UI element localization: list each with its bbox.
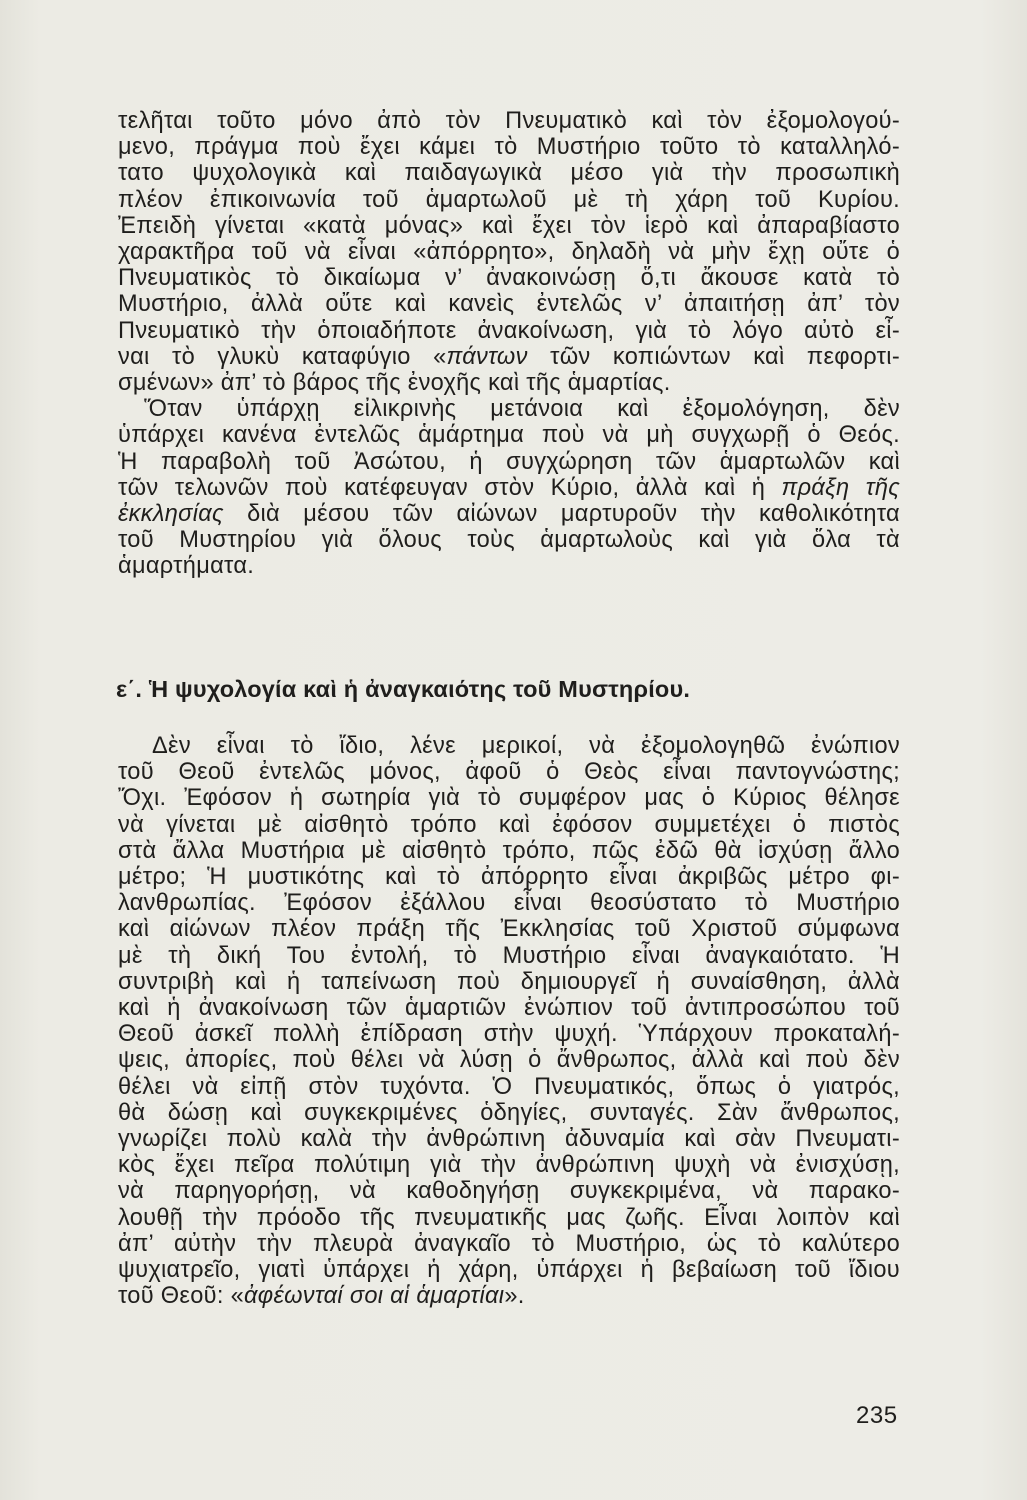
text-line: τοῦ Θεοῦ ἐντελῶς μόνος, ἀφοῦ ὁ Θεὸς εἶναι παντογνώστης; bbox=[118, 759, 900, 786]
text-line: ἁμαρτήματα. bbox=[118, 553, 255, 580]
text-line: ψυχιατρεῖο, γιατὶ ὑπάρχει ἡ χάρη, ὑπάρχει ἡ βεβαίωση τοῦ ἴδιου bbox=[118, 1257, 900, 1284]
text-line: θὰ δώσῃ καὶ συγκεκριμένες ὁδηγίες, συνταγές. Σὰν ἄνθρωπος, bbox=[118, 1099, 900, 1126]
text-line: καὶ ἡ ἀνακοίνωση τῶν ἁμαρτιῶν ἐνώπιον τοῦ ἀντιπροσώπου τοῦ bbox=[118, 995, 900, 1022]
text-line: τῶν τελωνῶν ποὺ κατέφευγαν στὸν Κύριο, ἀλλὰ καὶ ἡ πράξη τῆς bbox=[118, 474, 900, 501]
text-line: τοῦ Θεοῦ: «ἀφέωνταί σοι αἱ ἁμαρτίαι». bbox=[118, 1283, 525, 1310]
text-line: τοῦ Μυστηρίου γιὰ ὅλους τοὺς ἁμαρτωλοὺς καὶ γιὰ ὅλα τὰ bbox=[118, 527, 900, 554]
paragraph-block-2 bbox=[118, 733, 900, 1309]
page-number: 235 bbox=[856, 1402, 898, 1429]
text-line: Ἡ παραβολὴ τοῦ Ἀσώτου, ἡ συγχώρηση τῶν ἁμαρτωλῶν καὶ bbox=[118, 448, 900, 475]
text-line: κὸς ἔχει πεῖρα πολύτιμη γιὰ τὴν ἀνθρώπινη ψυχὴ νὰ ἐνισχύσῃ, bbox=[118, 1152, 900, 1179]
text-line: ἐκκλησίας διὰ μέσου τῶν αἰώνων μαρτυροῦν τὴν καθολικότητα bbox=[118, 501, 900, 528]
text-line: στὰ ἄλλα Μυστήρια μὲ αἰσθητὸ τρόπο, πῶς ἐδῶ θὰ ἰσχύσῃ ἄλλο bbox=[118, 837, 900, 864]
text-line: συντριβὴ καὶ ἡ ταπείνωση ποὺ δημιουργεῖ ἡ συναίσθηση, ἀλλὰ bbox=[118, 968, 900, 995]
text-line: ψεις, ἀπορίες, ποὺ θέλει νὰ λύσῃ ὁ ἄνθρωπος, ἀλλὰ καὶ ποὺ δὲν bbox=[118, 1047, 900, 1074]
text-line: Ὄχι. Ἐφόσον ἡ σωτηρία γιὰ τὸ συμφέρον μας ὁ Κύριος θέλησε bbox=[118, 785, 900, 812]
text-line: τατο ψυχολογικὰ καὶ παιδαγωγικὰ μέσο γιὰ τὴν προσωπικὴ bbox=[118, 160, 900, 187]
text-line: θέλει νὰ εἰπῇ στὸν τυχόντα. Ὁ Πνευματικός, ὅπως ὁ γιατρός, bbox=[118, 1073, 900, 1100]
text-line: μενο, πράγμα ποὺ ἔχει κάμει τὸ Μυστήριο τοῦτο τὸ καταλληλό- bbox=[118, 134, 900, 161]
text-line: μέτρο; Ἡ μυστικότης καὶ τὸ ἀπόρρητο εἶναι ἀκριβῶς μέτρο φι- bbox=[118, 864, 900, 891]
text-line: ἀπ’ αὐτὴν τὴν πλευρὰ ἀναγκαῖο τὸ Μυστήριο, ὡς τὸ καλύτερο bbox=[118, 1230, 900, 1257]
text-line: τελῆται τοῦτο μόνο ἀπὸ τὸν Πνευματικὸ καὶ τὸν ἐξομολογού- bbox=[118, 108, 900, 134]
text-line: ὑπάρχει κανένα ἐντελῶς ἁμάρτημα ποὺ νὰ μὴ συγχωρῇ ὁ Θεός. bbox=[118, 422, 900, 449]
text-line: λουθῇ τὴν πρόοδο τῆς πνευματικῆς μας ζωῆς. Εἶναι λοιπὸν καὶ bbox=[118, 1204, 900, 1231]
text-line: γνωρίζει πολὺ καλὰ τὴν ἀνθρώπινη ἀδυναμία καὶ σὰν Πνευματι- bbox=[118, 1126, 900, 1153]
paragraph-block-1 bbox=[118, 108, 900, 580]
text-line: χαρακτῆρα τοῦ νὰ εἶναι «ἀπόρρητο», δηλαδὴ νὰ μὴν ἔχῃ οὔτε ὁ bbox=[118, 239, 900, 266]
text-line: Μυστήριο, ἀλλὰ οὔτε καὶ κανεὶς ἐντελῶς ν’ ἀπαιτήσῃ ἀπ’ τὸν bbox=[118, 291, 900, 318]
text-line: νὰ παρηγορήσῃ, νὰ καθοδηγήσῃ συγκεκριμένα, νὰ παρακο- bbox=[118, 1178, 900, 1205]
text-line: καὶ αἰώνων πλέον πράξη τῆς Ἐκκλησίας τοῦ Χριστοῦ σύμφωνα bbox=[118, 916, 900, 943]
text-line: Πνευματικὸ τὴν ὁποιαδήποτε ἀνακοίνωση, γιὰ τὸ λόγο αὐτὸ εἶ- bbox=[118, 317, 900, 344]
text-line: Ὅταν ὑπάρχῃ εἰλικρινὴς μετάνοια καὶ ἐξομολόγηση, δὲν bbox=[144, 396, 900, 423]
text-line: μὲ τὴ δική Του ἐντολή, τὸ Μυστήριο εἶναι ἀναγκαιότατο. Ἡ bbox=[118, 942, 900, 969]
text-line: σμένων» ἀπ’ τὸ βάρος τῆς ἐνοχῆς καὶ τῆς ἁμαρτίας. bbox=[118, 370, 671, 397]
text-line: Πνευματικὸς τὸ δικαίωμα ν’ ἀνακοινώσῃ ὅ,τι ἄκουσε κατὰ τὸ bbox=[118, 265, 900, 292]
text-line: νὰ γίνεται μὲ αἰσθητὸ τρόπο καὶ ἐφόσον συμμετέχει ὁ πιστὸς bbox=[118, 811, 900, 838]
text-line: Ἐπειδὴ γίνεται «κατὰ μόνας» καὶ ἔχει τὸν ἱερὸ καὶ ἀπαραβίαστο bbox=[118, 212, 900, 239]
text-line: ναι τὸ γλυκὺ καταφύγιο «πάντων τῶν κοπιώντων καὶ πεφορτι- bbox=[118, 343, 900, 370]
section-heading: ε΄. Ἡ ψυχολογία καὶ ἡ ἀναγκαιότης τοῦ Μυστηρίου. bbox=[116, 676, 691, 702]
text-line: Θεοῦ ἀσκεῖ πολλὴ ἐπίδραση στὴν ψυχή. Ὑπάρχουν προκαταλή- bbox=[118, 1021, 900, 1048]
text-line: λανθρωπίας. Ἐφόσον ἐξάλλου εἶναι θεοσύστατο τὸ Μυστήριο bbox=[118, 890, 900, 917]
text-line: Δὲν εἶναι τὸ ἴδιο, λένε μερικοί, νὰ ἐξομολογηθῶ ἐνώπιον bbox=[152, 733, 900, 759]
text-line: πλέον ἐπικοινωνία τοῦ ἁμαρτωλοῦ μὲ τὴ χάρη τοῦ Κυρίου. bbox=[118, 186, 900, 213]
